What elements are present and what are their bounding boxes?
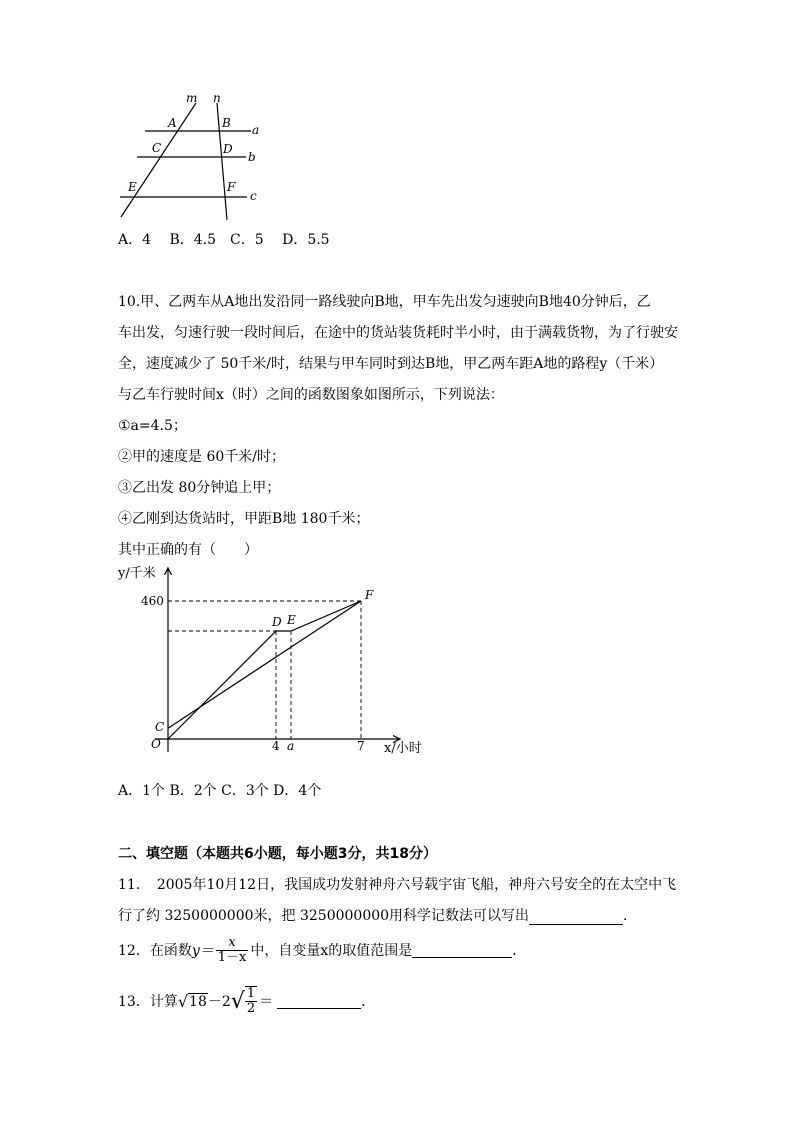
x-tick-label-2: a <box>287 739 295 753</box>
q12-line <box>118 930 526 970</box>
x-tick-label-3: 7 <box>357 739 365 753</box>
q11-answer-blank[interactable] <box>529 910 623 925</box>
q12-denominator: 1－x <box>217 949 247 965</box>
point-label-F: F <box>365 588 374 602</box>
q11-line2 <box>118 905 637 925</box>
q12-prefix: 12．在函数 <box>118 943 192 959</box>
label-m: m <box>186 91 198 105</box>
transversal-m <box>121 103 196 217</box>
point-label-O: O <box>151 737 161 751</box>
q11-period: ． <box>623 908 638 924</box>
label-A: A <box>168 116 177 130</box>
q12-y: y＝ <box>191 943 214 959</box>
q12-numerator: x <box>216 936 249 951</box>
sqrt-symbol-icon: √ <box>177 991 189 1011</box>
q12-fraction <box>216 936 249 965</box>
series-line-1 <box>168 601 361 739</box>
y-tick-label-460: 460 <box>141 594 164 608</box>
q13-prefix: 13．计算 <box>118 994 178 1010</box>
q10-statement4: ④乙刚到达货站时，甲距B地 180千米； <box>118 511 370 527</box>
q12-answer-blank[interactable] <box>412 943 512 958</box>
section2-heading: 二、填空题（本题共6小题，每小题3分，共18分） <box>118 846 437 862</box>
label-n: n <box>213 91 221 105</box>
series-line-2 <box>168 601 361 728</box>
x-tick-label-1: 4 <box>272 739 280 753</box>
transversal-n <box>217 103 227 220</box>
x-axis-label: x/小时 <box>384 741 422 756</box>
q10-line4: 与乙车行驶时间x（时）之间的函数图象如图所示，下列说法： <box>118 387 504 403</box>
q10-options: A．1个 B．2个 C．3个 D．4个 <box>118 783 322 799</box>
label-F: F <box>227 180 236 194</box>
label-E: E <box>128 180 137 194</box>
q10-line3: 全，速度减少了 50千米/时，结果与甲车同时到达B地，甲乙两车距A地的路程y（千米） <box>118 356 664 372</box>
q10-line1: 10.甲、乙两车从A地出发沿同一路线驶向B地，甲车先出发匀速驶向B地40分钟后，乙 <box>118 294 651 310</box>
point-label-D: D <box>272 615 282 629</box>
q13-minus-two: －2 <box>207 994 231 1010</box>
label-b: b <box>248 150 256 164</box>
y-axis-label: y/千米 <box>118 566 156 581</box>
q13-period: ． <box>361 994 376 1010</box>
q12-period: ． <box>512 943 527 959</box>
q13-denominator: 2 <box>246 1001 256 1016</box>
label-C: C <box>152 141 162 155</box>
q10-statement3: ③乙出发 80分钟追上甲； <box>118 480 281 496</box>
q10-question: 其中正确的有（ ） <box>118 542 258 558</box>
point-label-E: E <box>287 613 296 627</box>
q13-answer-blank[interactable] <box>277 994 361 1009</box>
label-B: B <box>222 116 231 130</box>
sqrt-symbol-icon: √ <box>230 988 245 1014</box>
q12-suffix: 中，自变量x的取值范围是 <box>250 943 413 959</box>
label-c: c <box>250 189 257 203</box>
q11-line1: 11． 2005年10月12日，我国成功发射神舟六号载宇宙飞船，神舟六号安全的在太空中飞 <box>118 877 677 893</box>
q13-equals: ＝ <box>259 994 274 1010</box>
q13-fraction <box>245 986 257 1016</box>
q10-statement1: ①a=4.5； <box>118 418 187 434</box>
label-D: D <box>223 142 233 156</box>
label-a: a <box>252 123 260 137</box>
q10-statement2: ②甲的速度是 60千米/时； <box>118 449 285 465</box>
q11-text: 行了约 3250000000米，把 3250000000用科学记数法可以写出 <box>118 908 530 924</box>
q13-radicand: 18 <box>189 993 207 1010</box>
q13-line <box>118 980 375 1022</box>
q9-options: A．4 B．4.5 C．5 D．5.5 <box>118 232 330 248</box>
point-label-C: C <box>155 720 165 734</box>
q13-numerator: 1 <box>246 986 256 1001</box>
q10-line2: 车出发，匀速行驶一段时间后，在途中的货站装货耗时半小时，由于满载货物，为了行驶安 <box>118 325 678 341</box>
